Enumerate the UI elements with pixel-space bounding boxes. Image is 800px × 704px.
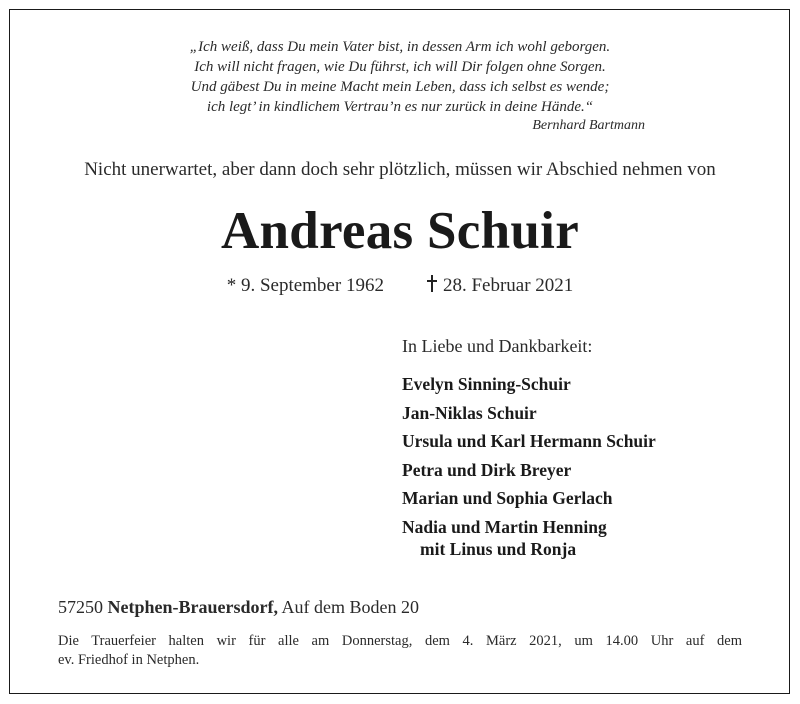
mourner: Jan-Niklas Schuir (402, 402, 537, 423)
mourner: Marian und Sophia Gerlach (402, 488, 613, 508)
funeral-notice (58, 632, 742, 670)
life-dates (0, 275, 800, 297)
address-street: Auf dem Boden 20 (281, 597, 419, 617)
poem-quote (0, 37, 800, 117)
address-city: Netphen-Brauersdorf, (107, 597, 278, 617)
quote-line: Und gäbest Du in meine Macht mein Leben, dass ich selbst es wende; (190, 79, 610, 95)
notice-line: Die Trauerfeier halten wir für alle am Donnerstag, dem 4. März 2021, um 14.00 Uhr auf dem (58, 633, 742, 649)
address-zip: 57250 (58, 597, 103, 617)
quote-line: Ich will nicht fragen, wie Du führst, ich will Dir folgen ohne Sorgen. (194, 59, 606, 75)
thanks-heading: In Liebe und Dankbarkeit: (402, 336, 593, 356)
cross-icon (426, 275, 438, 292)
mourner: Petra und Dirk Breyer (402, 459, 572, 480)
notice-line: ev. Friedhof in Netphen. (58, 652, 200, 668)
intro-text: Nicht unerwartet, aber dann doch sehr plötzlich, müssen wir Abschied nehmen von (84, 159, 716, 180)
mourner (402, 516, 656, 559)
mourners-list (402, 373, 656, 559)
quote-line: ich legt’ in kindlichem Vertrau’n es nur zurück in deine Hände.“ (206, 99, 594, 115)
quote-line: „Ich weiß, dass Du mein Vater bist, in dessen Arm ich wohl geborgen. (189, 39, 611, 55)
deceased-name: Andreas Schuir (220, 202, 580, 260)
mourner-children: mit Linus und Ronja (420, 538, 577, 559)
address (58, 597, 419, 618)
mourner: Ursula und Karl Hermann Schuir (402, 431, 656, 451)
death-date: 28. Februar 2021 (442, 275, 574, 296)
birth-date: * 9. September 1962 (226, 275, 384, 296)
mourner-name: Nadia und Martin Henning (402, 516, 607, 537)
mourner: Evelyn Sinning-Schuir (402, 374, 571, 394)
quote-author: Bernhard Bartmann (532, 118, 645, 133)
